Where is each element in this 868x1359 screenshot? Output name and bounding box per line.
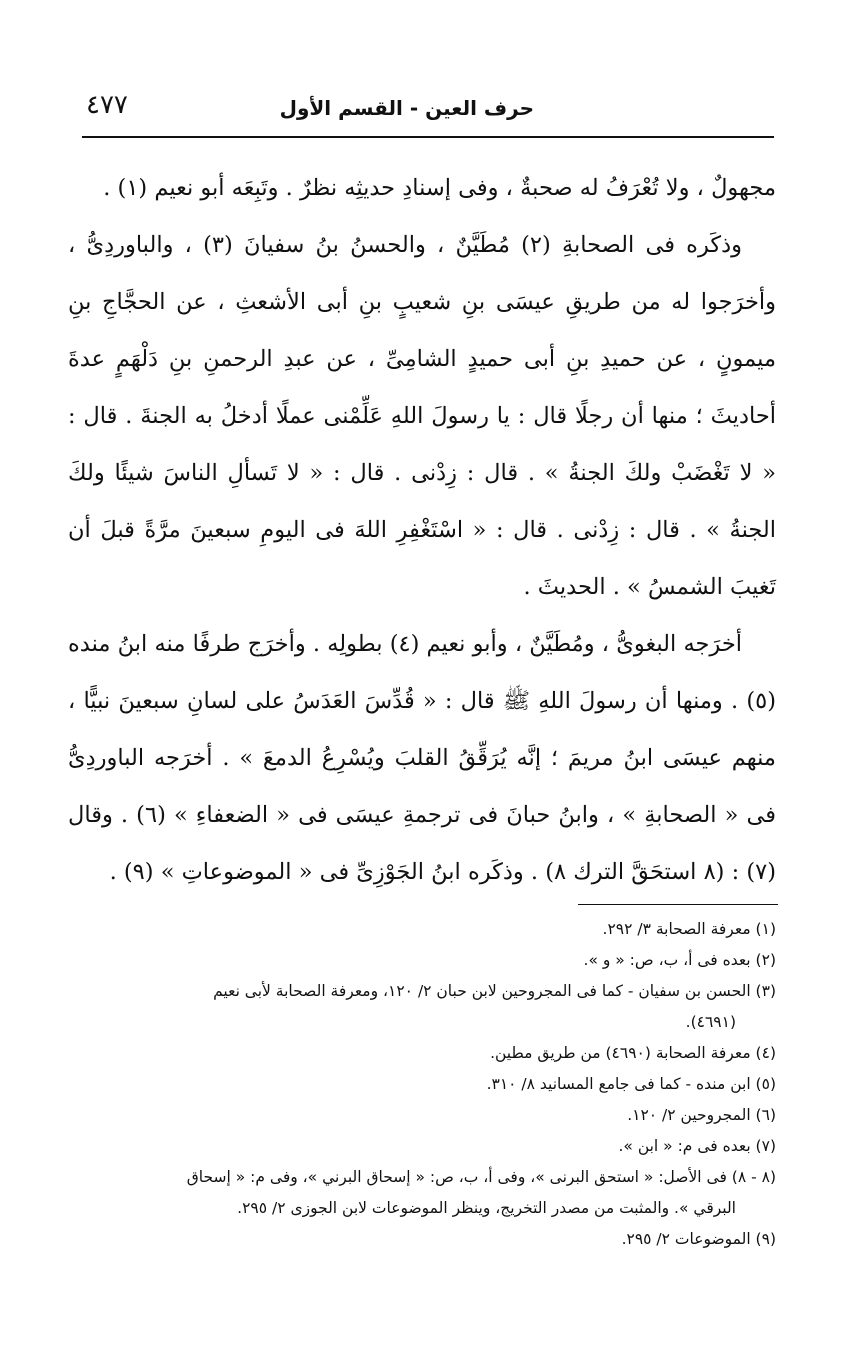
paragraph-1: مجهولٌ ، ولا تُعْرَفُ له صحبةٌ ، وفى إسنادِ حديثِه نظرٌ . وتَبِعَه أبو نعيم (١) . (103, 175, 776, 201)
paragraph-3: أخرَجه البغوىُّ ، ومُطَيَّنٌ ، وأبو نعيم (٤) بطولِه . وأخرَج طرفًا منه ابنُ منده (٥) . ومنها أن رسولَ اللهِ ﷺ قال : « قُدِّسَ العَدَسُ على لسانِ سبعينَ نبيًّا ، منهم عيسَى ابنُ مريمَ ؛ إنَّه يُرَقِّقُ القلبَ ويُسْرِعُ الدمعَ » . أخرَجه الباوردِىُّ فى « الصحابةِ » ، وابنُ حبانَ فى ترجمةِ عيسَى فى « الضعفاءِ » (٦) . وقال (٧) : (٨ استحَقَّ الترك ٨) . وذكَره ابنُ الجَوْزِىِّ فى « الموضوعاتِ » (٩) . (68, 631, 777, 885)
footnotes (74, 914, 776, 1255)
footnote-9: (٩) الموضوعات ٢/ ٢٩٥. (621, 1230, 776, 1248)
page-number: ٤٧٧ (86, 90, 128, 120)
footnote-6: (٦) المجروحين ٢/ ١٢٠. (627, 1106, 776, 1124)
footnote-5: (٥) ابن منده - كما فى جامع المسانيد ٨/ ٣١٠. (486, 1075, 776, 1093)
paragraph-2: وذكَره فى الصحابةِ (٢) مُطَيَّنٌ ، والحسنُ بنُ سفيانَ (٣) ، والباوردِىُّ ، وأخرَجوا له من طريقِ عيسَى بنِ شعيبٍ بنِ أبى الأشعثِ ، عن الحجَّاجِ بنِ ميمونٍ ، عن حميدِ بنِ أبى حميدٍ الشامِىِّ ، عن عبدِ الرحمنِ بنِ دَلْهَمٍ عدةَ أحاديثَ ؛ منها أن رجلًا قال : يا رسولَ اللهِ عَلِّمْنى عملًا أدخلُ به الجنةَ . قال : « لا تَغْضَبْ ولكَ الجنةُ » . قال : زِدْنى . قال : « لا تَسألِ الناسَ شيئًا ولكَ الجنةُ » . قال : زِدْنى . قال : « اسْتَغْفِرِ اللهَ فى اليومِ سبعينَ مرَّةً قبلَ أن تَغيبَ الشمسُ » . الحديثَ . (68, 232, 776, 600)
running-title: حرف العين - القسم الأول (279, 96, 534, 120)
footnote-separator (578, 904, 778, 905)
footnote-1: (١) معرفة الصحابة ٣/ ٢٩٢. (602, 920, 776, 938)
main-text (68, 160, 776, 901)
footnote-2: (٢) بعده فى أ، ب، ص: « و ». (583, 951, 776, 969)
footnote-4: (٤) معرفة الصحابة (٤٦٩٠) من طريق مطين. (490, 1044, 776, 1062)
footnote-8: (٨ - ٨) فى الأصل: « استحق البرنى »، وفى أ، ب، ص: « إسحاق البرني »، وفى م: « إسحاق (186, 1168, 776, 1186)
footnote-7: (٧) بعده فى م: « ابن ». (618, 1137, 776, 1155)
footnote-3: (٣) الحسن بن سفيان - كما فى المجروحين لابن حبان ٢/ ١٢٠، ومعرفة الصحابة لأبى نعيم (213, 982, 776, 1000)
page-header (82, 88, 774, 138)
footnote-3-continued: (٤٦٩١). (685, 1013, 736, 1031)
footnote-8-continued: البرقي ». والمثبت من مصدر التخريج، وينظر الموضوعات لابن الجوزى ٢/ ٢٩٥. (237, 1199, 736, 1217)
